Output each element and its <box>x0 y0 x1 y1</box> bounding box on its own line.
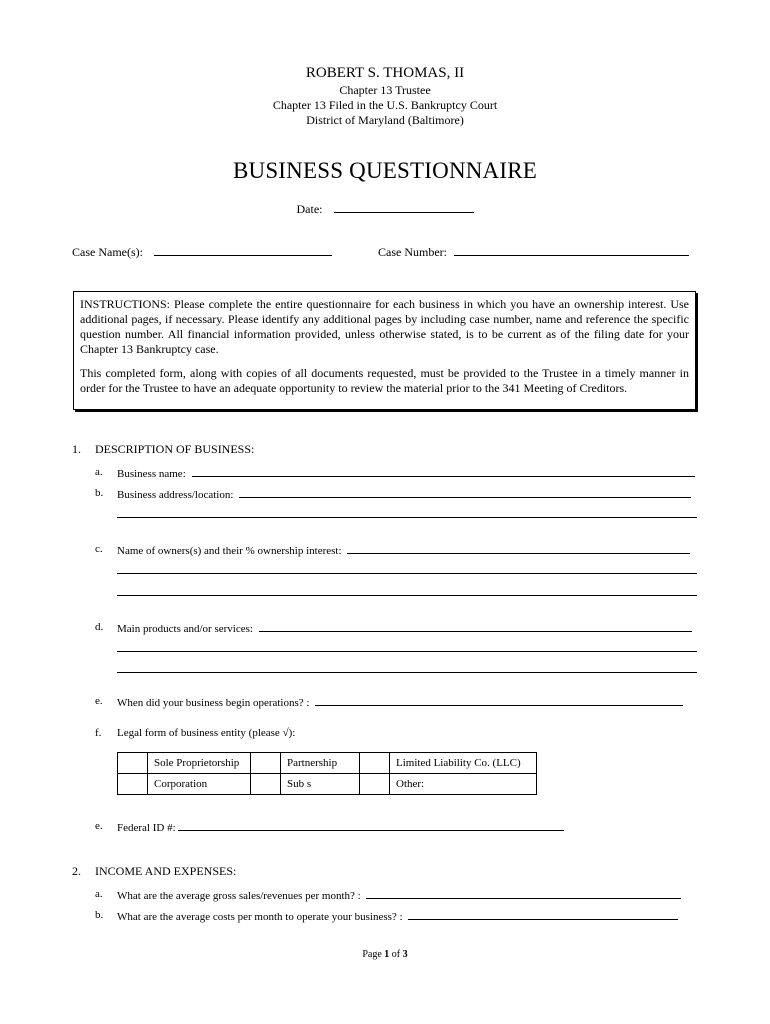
item-2b-letter: b. <box>95 909 104 921</box>
footer-of: of <box>389 949 403 960</box>
date-field[interactable] <box>334 202 474 213</box>
owners-label: Name of owners(s) and their % ownership interest: <box>117 545 342 557</box>
item-f-letter: f. <box>95 727 102 739</box>
section1-heading: DESCRIPTION OF BUSINESS: <box>95 442 255 456</box>
case-number-field[interactable] <box>454 245 689 256</box>
products-field-3[interactable] <box>117 672 697 673</box>
entity-type-table <box>117 752 537 795</box>
court-line: Chapter 13 Filed in the U.S. Bankruptcy Court <box>272 98 498 112</box>
date-row <box>0 202 770 217</box>
monthly-costs-row <box>117 909 678 923</box>
instructions-note: This completed form, along with copies of all documents requested, must be provided to the Trustee in a timely manner in order for the Trustee to have an adequate opportunity to review the material prior to the 341 Meeting of Creditors. <box>80 366 689 395</box>
footer-prefix: Page <box>362 949 385 960</box>
sub-s-checkbox[interactable] <box>251 774 281 795</box>
instructions-box <box>73 291 696 410</box>
owners-row <box>117 543 690 557</box>
entity-label: Legal form of business entity (please √): <box>117 727 296 739</box>
item-federal-id-letter: e. <box>95 820 103 832</box>
federal-id-row <box>117 820 564 834</box>
item-e-letter: e. <box>95 695 103 707</box>
gross-sales-row <box>117 888 681 902</box>
item-c-letter: c. <box>95 543 103 555</box>
section1-number: 1. <box>72 442 81 456</box>
item-a-letter: a. <box>95 466 103 478</box>
case-name-label: Case Name(s): <box>72 245 143 259</box>
page-number: 1 <box>384 949 390 960</box>
page-total: 3 <box>402 949 408 960</box>
corporation-checkbox[interactable] <box>118 774 148 795</box>
owners-field[interactable] <box>347 543 690 554</box>
case-number-label: Case Number: <box>378 245 447 259</box>
owners-field-3[interactable] <box>117 595 697 596</box>
monthly-costs-label: What are the average costs per month to operate your business? : <box>117 911 403 923</box>
entity-option: Sole Proprietorship <box>148 753 251 774</box>
gross-sales-label: What are the average gross sales/revenues per month? : <box>117 890 361 902</box>
section2-number: 2. <box>72 864 81 878</box>
business-name-field[interactable] <box>192 466 695 477</box>
instructions-text: INSTRUCTIONS: Please complete the entire questionnaire for each business in which you have an ownership interest. Use additional pages, if necessary. Please identify any additional pages by including case number, name and reference the specific question number. All financial information provided, unless otherwise stated, is to be current as of the filing date for your Chapter 13 Bankruptcy case. <box>80 297 689 356</box>
table-row <box>118 774 537 795</box>
other-checkbox[interactable] <box>360 774 390 795</box>
business-address-field[interactable] <box>239 487 691 498</box>
federal-id-field[interactable] <box>178 820 564 831</box>
entity-option: Corporation <box>148 774 251 795</box>
federal-id-label: Federal ID #: <box>117 822 176 834</box>
gross-sales-field[interactable] <box>366 888 681 899</box>
case-number-row <box>378 245 689 260</box>
llc-checkbox[interactable] <box>360 753 390 774</box>
entity-option: Other: <box>390 774 537 795</box>
date-label: Date: <box>296 202 323 216</box>
monthly-costs-field[interactable] <box>408 909 678 920</box>
business-name-row <box>117 466 695 480</box>
trustee-name: ROBERT S. THOMAS, II <box>305 65 465 81</box>
entity-option: Limited Liability Co. (LLC) <box>390 753 537 774</box>
start-date-field[interactable] <box>315 695 683 706</box>
item-2a-letter: a. <box>95 888 103 900</box>
item-d-letter: d. <box>95 621 104 633</box>
item-b-letter: b. <box>95 487 104 499</box>
case-name-row <box>72 245 332 260</box>
products-field[interactable] <box>259 621 692 632</box>
entity-option: Partnership <box>281 753 360 774</box>
business-name-label: Business name: <box>117 468 186 480</box>
owners-field-2[interactable] <box>117 573 697 574</box>
section2-heading: INCOME AND EXPENSES: <box>95 864 237 878</box>
district-line: District of Maryland (Baltimore) <box>306 113 464 127</box>
products-label: Main products and/or services: <box>117 623 253 635</box>
entity-option: Sub s <box>281 774 360 795</box>
business-address-field-2[interactable] <box>117 517 697 518</box>
trustee-title: Chapter 13 Trustee <box>339 83 431 97</box>
case-name-field[interactable] <box>154 245 332 256</box>
business-address-row <box>117 487 691 501</box>
start-date-label: When did your business begin operations? : <box>117 697 310 709</box>
page-footer <box>0 949 770 960</box>
products-row <box>117 621 692 635</box>
partnership-checkbox[interactable] <box>251 753 281 774</box>
sole-proprietorship-checkbox[interactable] <box>118 753 148 774</box>
products-field-2[interactable] <box>117 651 697 652</box>
page-title: BUSINESS QUESTIONNAIRE <box>232 158 538 183</box>
business-address-label: Business address/location: <box>117 489 234 501</box>
start-date-row <box>117 695 683 709</box>
table-row <box>118 753 537 774</box>
